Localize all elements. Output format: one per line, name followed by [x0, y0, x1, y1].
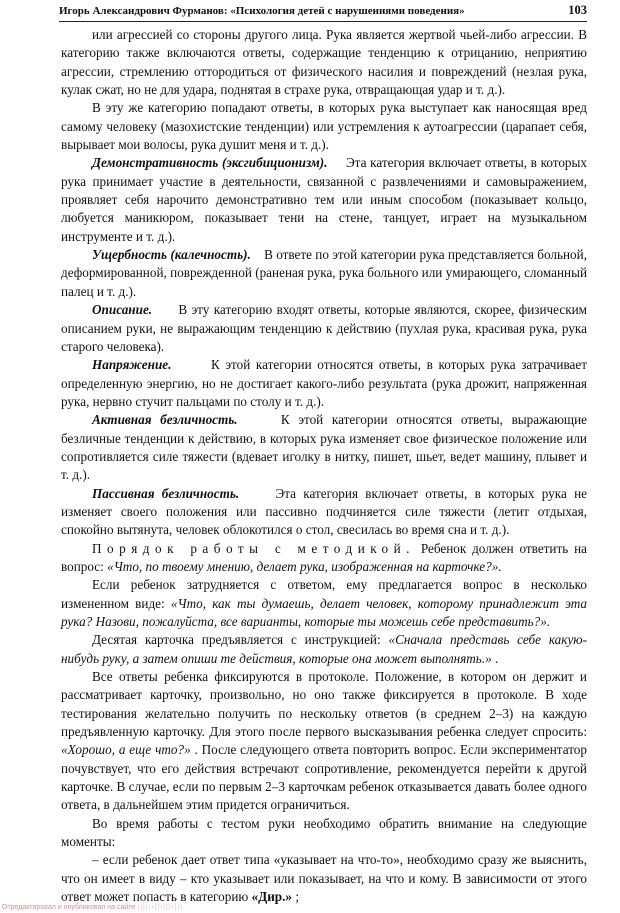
category-paragraph — [61, 301, 587, 356]
category-term: Пассивная безличность. — [92, 485, 240, 501]
category-term: Ущербность (калечность). — [92, 247, 251, 263]
paragraph — [61, 99, 587, 154]
paragraph-text: К этой категории относятся ответы, выражающие безличные тенденции к действию, в которых рука изменяет свое физическое положение или сопротивляется силе тяжести (вдевает иголку в нитку, пишет, шьет, ведет машину, плывет и т. д.). — [61, 412, 587, 483]
paragraph — [61, 815, 587, 852]
category-paragraph — [61, 246, 587, 301]
paragraph-text: Во время работы с тестом руки необходимо обратить внимание на следующие моменты: — [61, 815, 587, 850]
category-paragraph — [61, 356, 587, 411]
body-text — [61, 26, 587, 907]
footer-marks: ı|||ıı||ı|||ı|ı| — [137, 904, 184, 911]
list-item — [61, 851, 587, 906]
paragraph-text: В эту же категорию попадают ответы, в которых рука выступает как наносящая вред самому человеку (мазохистские тенденции) или устремления к аутоагрессии (царапает себя, вырывает мои волосы, рука душит меня и т. д.). — [61, 100, 587, 153]
paragraph-text: Все ответы ребенка фиксируются в протоколе. Положение, в котором он держит и рассматривает карточку, произвольно, но оно также фиксируется в протоколе. В ходе тестирования желательно получить по нескольку ответов (в среднем 2–3) на каждую предъявленную карточку. Для этого после первого высказывания ребенка следует спросить: — [61, 669, 587, 740]
paragraph — [61, 668, 587, 815]
paragraph-tail: . После следующего ответа повторить вопрос. Если экспериментатор почувствует, что его действия встречают сопротивление, рекомендуется перейти к другой карточке. В случае, если по первым 2–3 карточкам ребенок отказывается давать более одного ответа, в дальнейшем этим придется ограничиться. — [61, 742, 587, 813]
paragraph-text: Эта категория включает ответы, в которых рука не изменяет своего положения или пассивно подчиняется силе тяжести (летит отдыхая, спокойно вытянута, человек облокотился о стол, свесилась во время сна и т. д.). — [61, 485, 587, 538]
category-paragraph — [61, 411, 587, 484]
page-number: 103 — [568, 3, 587, 17]
paragraph-text: В эту категорию входят ответы, которые являются, скорее, физическим описанием руки, не выражающим тенденцию к действию (пухлая рука, красивая рука, рука старого человека). — [61, 302, 588, 354]
book-title: Игорь Александрович Фурманов: «Психология детей с нарушениями поведения» — [59, 5, 465, 17]
paragraph-tail: ; — [292, 889, 299, 905]
paragraph-text: – если ребенок дает ответ типа «указывает на что-то», необходимо сразу же выяснить, что он имеет в виду – кто указывает или показывает, на что и кому. В зависимости от этого ответ может попасть в категорию — [61, 852, 587, 905]
paragraph-text: Десятая карточка предъявляется с инструкцией: — [92, 632, 381, 648]
paragraph-text: Ребенок должен ответить на вопрос: — [61, 540, 588, 574]
paragraph — [61, 631, 587, 668]
footer-watermark — [2, 904, 183, 911]
procedure-paragraph — [61, 540, 587, 577]
page-header — [59, 1, 587, 22]
paragraph-text: К этой категории относятся ответы, в которых рука затрачивает определенную энергию, но не достигает какого-либо результата (рука дрожит, напряженная рука, нервно стучит пальцами по столу и т. д.). — [61, 357, 587, 409]
quoted-question: «Хорошо, а еще что?» — [61, 742, 191, 758]
category-term: Напряжение. — [92, 357, 172, 373]
category-code: «Дир.» — [251, 889, 293, 905]
paragraph-text: Если ребенок затрудняется с ответом, ему предлагается вопрос в несколько измененном виде: — [61, 577, 587, 611]
category-term: Описание. — [92, 302, 153, 318]
quoted-question: «Что, по твоему мнению, делает рука, изображенная на карточке?». — [107, 558, 502, 574]
paragraph-tail: . — [491, 650, 499, 666]
section-heading: Порядок работы с методикой. — [92, 540, 415, 556]
category-paragraph — [61, 154, 587, 246]
footer-text: Отредактировал и опубликовал на сайте — [2, 904, 136, 911]
category-term: Активная безличность. — [92, 412, 238, 428]
paragraph-text: или агрессией со стороны другого лица. Рука является жертвой чьей-либо агрессии. В категорию также включаются ответы, содержащие тенденцию к отрицанию, неприятию агрессии, стремлению оттородиться от физического насилия и повреждений (незлая рука, кулак сжат, но не для удара, поднятая в страхе рука, отвращающая удар и т. д.). — [61, 27, 587, 98]
quoted-instruction: «Сначала представь себе какую-нибудь руку, а затем опиши те действия, которые она может выполнять.» — [61, 632, 587, 666]
paragraph-text: В ответе по этой категории рука представляется больной, деформированной, поврежденной (раненая рука, рука больного или умирающего, сломанный палец и т. д.). — [61, 247, 587, 299]
quoted-question: «Что, как ты думаешь, делает человек, которому принадлежит эта рука? Назови, пожалуйста, все варианты, которые ты можешь себе представить?». — [61, 595, 587, 629]
paragraph — [61, 26, 587, 99]
category-term: Демонстративность (эксгибиционизм). — [92, 155, 328, 171]
paragraph-text: Эта категория включает ответы, в которых рука принимает участие в деятельности, связанной с развлечениями и самовыражением, проявляет себя нарочито демонстративно тем или иным способом (показывает кольцо, любуется маникюром, показывает тени на стене, танцует, играет на музыкальном инструменте и т. д.). — [61, 155, 587, 244]
category-paragraph — [61, 485, 587, 540]
paragraph — [61, 576, 587, 631]
